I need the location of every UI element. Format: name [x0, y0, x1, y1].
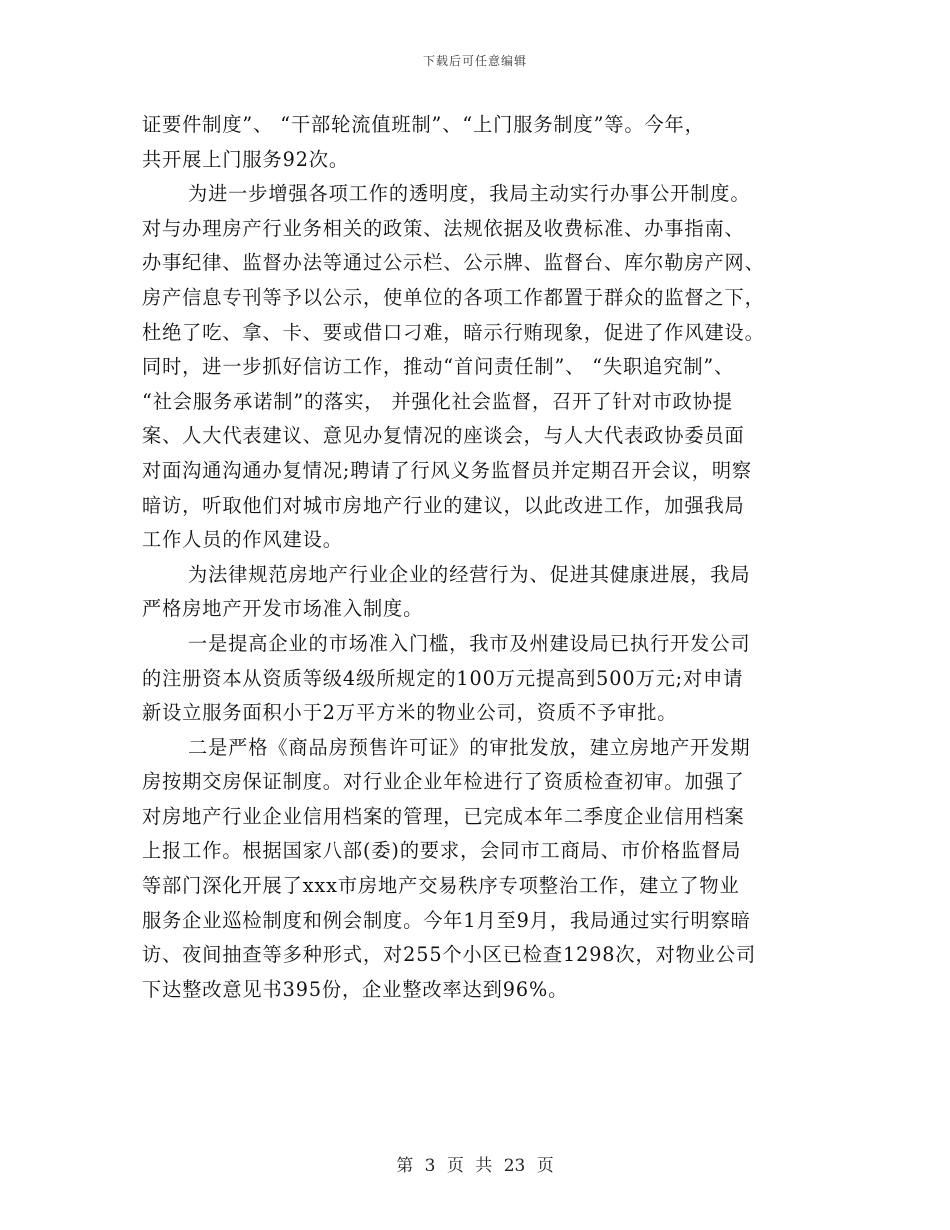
text-line: 证要件制度”、 “干部轮流值班制”、“上门服务制度”等。今年，	[142, 113, 705, 136]
text-line: 访、夜间抽查等多种形式，对255个小区已检查1298次，对物业公司	[142, 943, 757, 967]
text-line: “社会服务承诺制”的落实， 并强化社会监督，召开了针对市政协提	[142, 389, 733, 413]
text-line: 上报工作。根据国家八部(委)的要求，会同市工商局、市价格监督局	[142, 839, 742, 863]
text-line: 暗访，听取他们对城市房地产行业的建议，以此改进工作，加强我局	[142, 493, 745, 517]
text-line: 房按期交房保证制度。对行业企业年检进行了资质检查初审。加强了	[142, 770, 745, 794]
text-line: 的注册资本从资质等级4级所规定的100万元提高到500万元;对申请	[142, 666, 744, 690]
text-line: 对房地产行业企业信用档案的管理，已完成本年二季度企业信用档案	[142, 804, 745, 828]
text-line: 严格房地产开发市场准入制度。	[142, 597, 424, 621]
text-line: 工作人员的作风建设。	[142, 528, 343, 552]
text-line: 新设立服务面积小于2万平方米的物业公司，资质不予审批。	[142, 701, 678, 725]
paragraph-first-line: 二是严格《商品房预售许可证》的审批发放，建立房地产开发期	[188, 735, 751, 759]
text-line: 共开展上门服务92次。	[142, 147, 350, 171]
text-line: 案、人大代表建议、意见办复情况的座谈会，与人大代表政协委员面	[142, 424, 745, 448]
paragraph-first-line: 一是提高企业的市场准入门槛，我市及州建设局已执行开发公司	[188, 631, 751, 655]
text-line: 对面沟通沟通办复情况;聘请了行风义务监督员并定期召开会议，明察	[142, 458, 752, 482]
paragraph-first-line: 为法律规范房地产行业企业的经营行为、促进其健康进展，我局	[188, 562, 751, 586]
text-line: 服务企业巡检制度和例会制度。今年1月至9月，我局通过实行明察暗	[142, 908, 751, 932]
text-line: 等部门深化开展了xxx市房地产交易秩序专项整治工作，建立了物业	[142, 874, 740, 898]
document-body	[142, 108, 812, 1007]
text-line: 房产信息专刊等予以公示，使单位的各项工作都置于群众的监督之下，	[142, 285, 765, 309]
paragraph-first-line: 为进一步增强各项工作的透明度，我局主动实行办事公开制度。	[188, 182, 751, 206]
text-line: 对与办理房产行业务相关的政策、法规依据及收费标准、办事指南、	[142, 216, 745, 240]
text-line: 同时，进一步抓好信访工作，推动“首问责任制”、 “失职追究制”、	[142, 355, 735, 379]
text-line: 下达整改意见书395份，企业整改率达到96%。	[142, 977, 569, 1001]
page-header: 下载后可任意编辑	[422, 54, 527, 68]
page-number-footer: 第 3 页 共 23 页	[396, 1156, 554, 1176]
text-line: 办事纪律、监督办法等通过公示栏、公示牌、监督台、库尔勒房产网、	[142, 251, 765, 275]
text-line: 杜绝了吃、拿、卡、要或借口刁难，暗示行贿现象，促进了作风建设。	[142, 320, 765, 344]
